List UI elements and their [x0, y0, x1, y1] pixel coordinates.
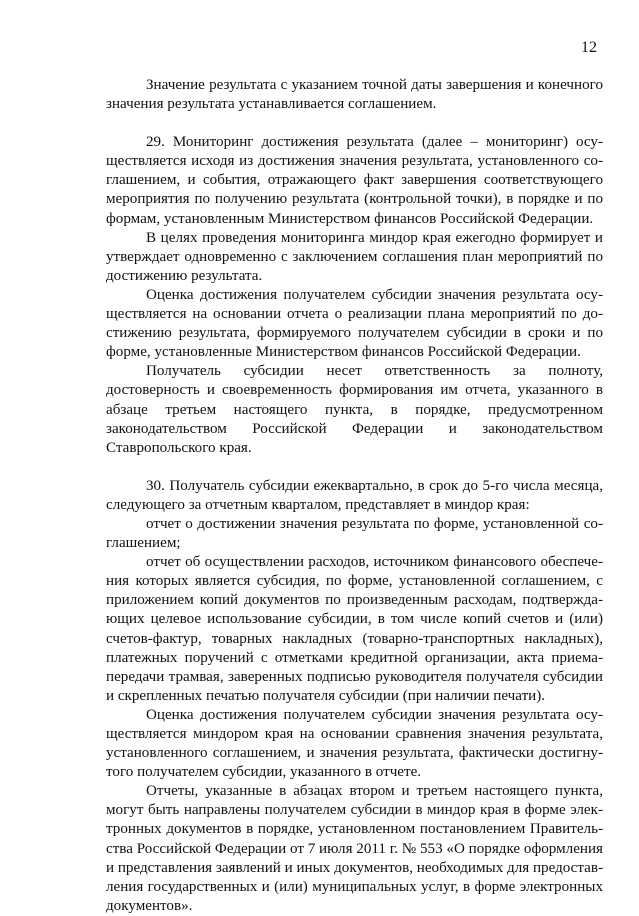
- paragraph-assessment-report: Оценка достижения получателем субсидии значения результата осуществляется на основании отчета о реализации плана мероприятий по достижению результата, формируемого получателем субсидии в сроки и по форме, установленные Министерством финансов Российской Федерации.: [106, 286, 603, 361]
- paragraph-monitoring-plan: В целях проведения мониторинга миндор края ежегодно формирует и утверждает одновременно с заключением соглашения план мероприятий по достижению результата.: [106, 229, 603, 284]
- document-body: [106, 76, 603, 916]
- paragraph-responsibility: Получатель субсидии несет ответственность за полноту, достоверность и своевременность формирования им отчета, указанного в абзаце третьем настоящего пункта, в порядке, предусмотренном законодательством Российской Федерации и законодательством Ставропольского края.: [106, 363, 603, 456]
- paragraph-30-quarterly: 30. Получатель субсидии ежеквартально, в срок до 5-го числа месяца, следующего за отчетным кварталом, представляет в миндор края:: [106, 477, 603, 513]
- paragraph-result-report: отчет о достижении значения результата по форме, установленной соглашением;: [106, 515, 603, 552]
- paragraph-29-monitoring: 29. Мониторинг достижения результата (далее – мониторинг) осуществляется исходя из достижения значения результата, установленного соглашением, и события, отражающего факт завершения соответствующего мероприятия по получению результата (контрольной точки), в порядке и по формам, установленным Министерством финансов Российской Федерации.: [106, 134, 603, 227]
- paragraph-electronic-documents: Отчеты, указанные в абзацах втором и третьем настоящего пункта, могут быть направлены получателем субсидии в миндор края в форме электронных документов в порядке, установленном постановлением Правительства Российской Федерации от 7 июля 2011 г. № 553 «О порядке оформления и представления заявлений и иных документов, необходимых для предоставления государственных и (или) муниципальных услуг, в форме электронных документов».: [106, 783, 604, 914]
- paragraph-result-value: Значение результата с указанием точной даты завершения и конечного значения результата устанавливается соглашением.: [106, 77, 603, 113]
- paragraph-expense-report: отчет об осуществлении расходов, источником финансового обеспечения которых является субсидия, по форме, установленной соглашением, с приложением копий документов по произведенным расходам, подтверждающих целевое использование субсидии, в том числе копий счетов и (или) счетов-фактур, товарных накладных (товарно-транспортных накладных), платежных поручений с отметками кредитной организации, акта приема-передачи трамвая, заверенных подписью руководителя получателя субсидии и скрепленных печатью получателя субсидии (при наличии печати).: [106, 554, 603, 704]
- paragraph-assessment-comparison: Оценка достижения получателем субсидии значения результата осуществляется миндором края на основании сравнения значения результата, установленного соглашением, и значения результата, фактически достигнутого получателем субсидии, указанного в отчете.: [106, 706, 603, 781]
- page-number: 12: [581, 39, 597, 56]
